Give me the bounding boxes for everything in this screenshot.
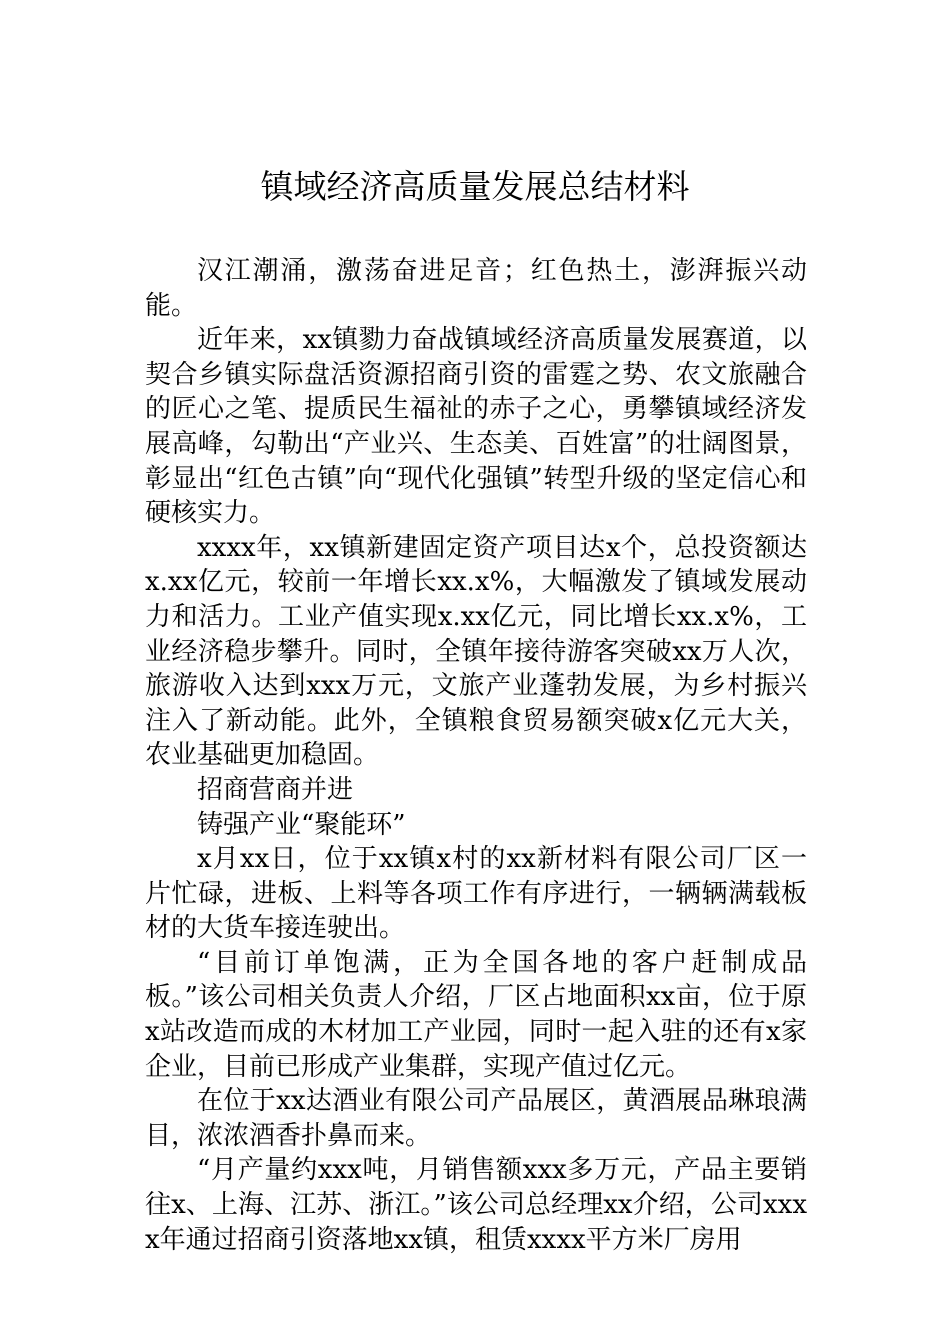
paragraph-orders-quote: “目前订单饱满，正为全国各地的客户赶制成品板。”该公司相关负责人介绍，厂区占地面积xx亩，位于原x站改造而成的木材加工产业园，同时一起入驻的还有x家企业，目前已形成产业集群，实现产值过亿元。: [145, 947, 807, 1082]
paragraph-overview: 近年来，xx镇勠力奋战镇域经济高质量发展赛道，以契合乡镇实际盘活资源招商引资的雷霆之势、农文旅融合的匠心之笔、提质民生福祉的赤子之心，勇攀镇域经济发展高峰，勾勒出“产业兴、生态美、百姓富”的壮阔图景，彰显出“红色古镇”向“现代化强镇”转型升级的坚定信心和硬核实力。: [145, 325, 807, 529]
section-subheading: 铸强产业“聚能环”: [197, 809, 406, 840]
paragraph-statistics: xxxx年，xx镇新建固定资产项目达x个，总投资额达x.xx亿元，较前一年增长xx.x%，大幅激发了镇域发展动力和活力。工业产值实现x.xx亿元，同比增长xx.x%，工业经济稳步攀升。同时，全镇年接待游客突破xx万人次，旅游收入达到xxx万元，文旅产业蓬勃发展，为乡村振兴注入了新动能。此外，全镇粮食贸易额突破x亿元大关，农业基础更加稳固。: [145, 532, 807, 771]
section-heading: 招商营商并进: [197, 774, 354, 805]
document-title: 镇域经济高质量发展总结材料: [260, 167, 690, 206]
paragraph-winery: 在位于xx达酒业有限公司产品展区，黄酒展品琳琅满目，浓浓酒香扑鼻而来。: [145, 1086, 807, 1151]
paragraph-factory: x月xx日，位于xx镇x村的xx新材料有限公司厂区一片忙碌，进板、上料等各项工作有序进行，一辆辆满载板材的大货车接连驶出。: [145, 844, 807, 944]
document-body: [145, 254, 807, 1257]
paragraph-sales-quote: “月产量约xxx吨，月销售额xxx多万元，产品主要销往x、上海、江苏、浙江。”该公司总经理xx介绍，公司xxxx年通过招商引资落地xx镇，租赁xxxx平方米厂房用: [145, 1155, 807, 1255]
paragraph-intro: 汉江潮涌，激荡奋进足音；红色热土，澎湃振兴动能。: [145, 256, 807, 321]
